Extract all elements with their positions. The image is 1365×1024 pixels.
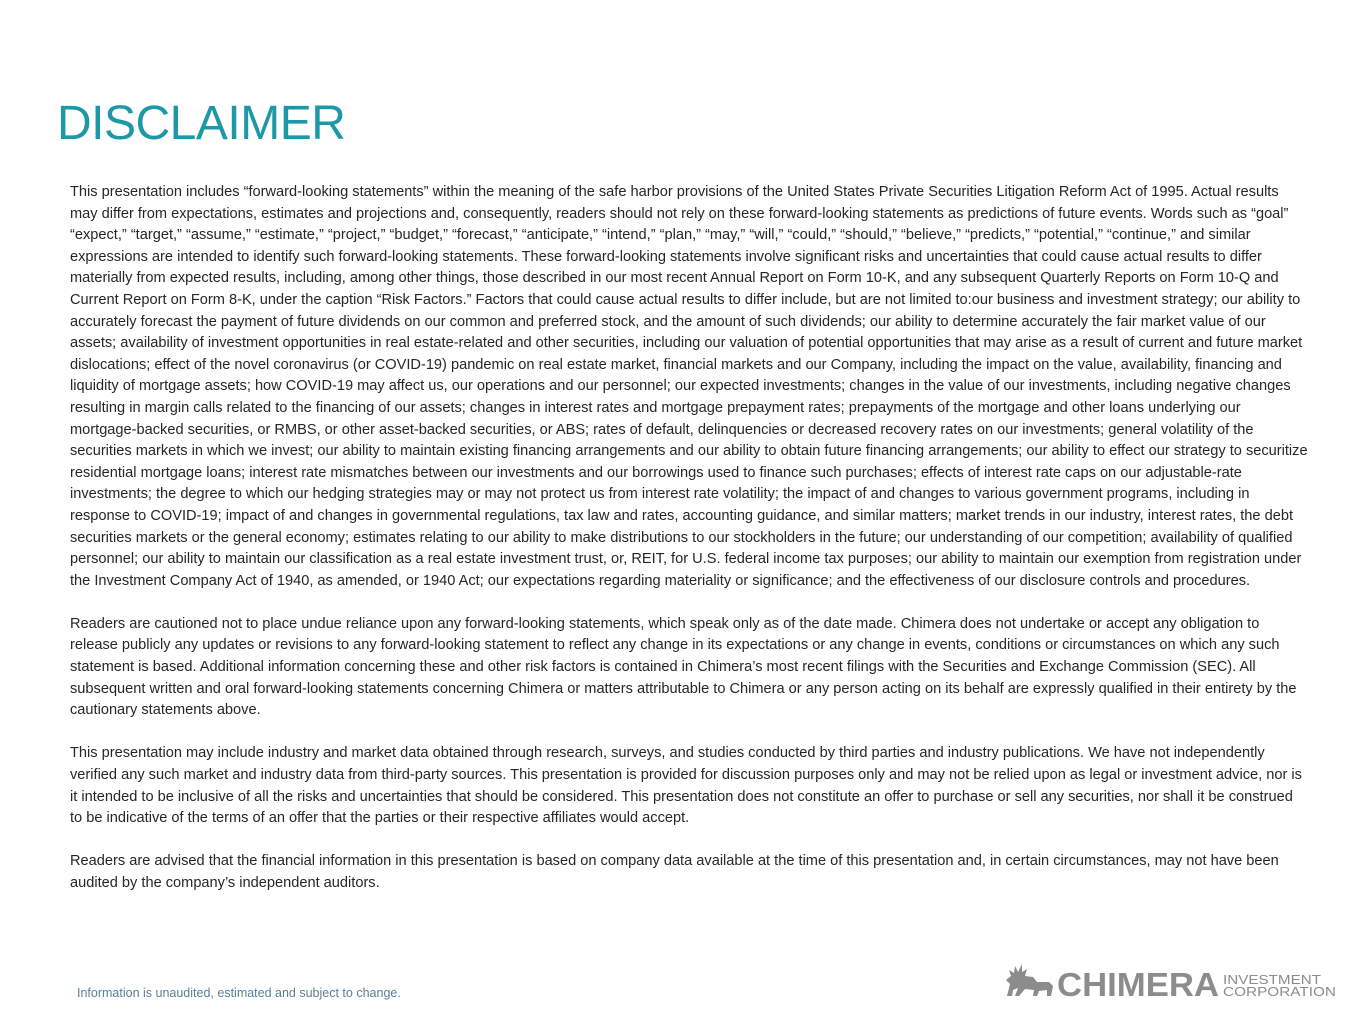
logo-tagline-corporation: CORPORATION [1223, 984, 1336, 999]
logo-tagline-investment: INVESTMENT [1223, 972, 1322, 987]
footer-note: Information is unaudited, estimated and subject to change. [77, 986, 401, 1000]
disclaimer-paragraph-forward-looking: This presentation includes “forward-looking statements” within the meaning of the safe harbor provisions of the United States Private Securities Litigation Reform Act of 1995. Actual results may differ from expectations, estimates and projections and, consequently, readers should not rely on these forward-looking statements as predictions of future events. Words such as “goal” “expect,” “target,” “assume,” “estimate,” “project,” “budget,” “forecast,” “anticipate,” “intend,” “plan,” “may,” “will,” “could,” “should,” “believe,” “predicts,” “potential,” “continue,” and similar expressions are intended to identify such forward-looking statements. These forward-looking statements involve significant risks and uncertainties that could cause actual results to differ materially from expected results, including, among other things, those described in our most recent Annual Report on Form 10-K, and any subsequent Quarterly Reports on Form 10-Q and Current Report on Form 8-K, under the caption “Risk Factors.” Factors that could cause actual results to differ include, but are not limited to:our business and investment strategy; our ability to accurately forecast the payment of future dividends on our common and preferred stock, and the amount of such dividends; our ability to determine accurately the fair market value of our assets; availability of investment opportunities in real estate-related and other securities, including our valuation of potential opportunities that may arise as a result of current and future market dislocations; effect of the novel coronavirus (or COVID-19) pandemic on real estate market, financial markets and our Company, including the impact on the value, availability, financing and liquidity of mortgage assets; how COVID-19 may affect us, our operations and our personnel; our expected investments; changes in the value of our investments, including negative changes resulting in margin calls related to the financing of our assets; changes in interest rates and mortgage prepayment rates; prepayments of the mortgage and other loans underlying our mortgage-backed securities, or RMBS, or other asset-backed securities, or ABS; rates of default, delinquencies or decreased recovery rates on our investments; general volatility of the securities markets in which we invest; our ability to maintain existing financing arrangements and our ability to obtain future financing arrangements; our ability to effect our strategy to securitize residential mortgage loans; interest rate mismatches between our investments and our borrowings used to finance such purchases; effects of interest rate caps on our adjustable-rate investments; the degree to which our hedging strategies may or may not protect us from interest rate volatility; the impact of and changes to various government programs, including in response to COVID-19; impact of and changes in governmental regulations, tax law and rates, accounting guidance, and similar matters; market trends in our industry, interest rates, the debt securities markets or the general economy; estimates relating to our ability to make distributions to our stockholders in the future; our understanding of our competition; availability of qualified personnel; our ability to maintain our classification as a real estate investment trust, or, REIT, for U.S. federal income tax purposes; our ability to maintain our exemption from registration under the Investment Company Act of 1940, as amended, or 1940 Act; our expectations regarding materiality or significance; and the effectiveness of our disclosure controls and procedures. [70, 184, 1308, 589]
disclaimer-paragraph-financial-info: Readers are advised that the financial information in this presentation is based on company data available at the time of this presentation and, in certain circumstances, may not have been audited by the company’s independent auditors. [70, 853, 1279, 891]
logo-wordmark: CHIMERA [1057, 966, 1219, 1000]
chimera-creature-icon [1006, 964, 1053, 996]
disclaimer-paragraph-caution: Readers are cautioned not to place undue reliance upon any forward-looking statements, which speak only as of the date made. Chimera does not undertake or accept any obligation to release publicly any updates or revisions to any forward-looking statement to reflect any change in its expectations or any change in events, conditions or circumstances on which any such statement is based. Additional information concerning these and other risk factors is contained in Chimera’s most recent filings with the Securities and Exchange Commission (SEC). All subsequent written and oral forward-looking statements concerning Chimera or matters attributable to Chimera or any person acting on its behalf are expressly qualified in their entirety by the cautionary statements above. [70, 615, 1297, 719]
page-title: DISCLAIMER [57, 97, 346, 150]
company-logo [1003, 960, 1339, 1000]
disclaimer-paragraph-market-data: This presentation may include industry and market data obtained through research, surveys, and studies conducted by third parties and industry publications. We have not independently verified any such market and industry data from third-party sources. This presentation is provided for discussion purposes only and may not be relied upon as legal or investment advice, nor is it intended to be inclusive of all the risks and uncertainties that should be considered. This presentation does not constitute an offer to purchase or sell any securities, nor shall it be construed to be indicative of the terms of an offer that the parties or their respective affiliates would accept. [70, 745, 1302, 827]
disclaimer-body [70, 182, 1308, 895]
